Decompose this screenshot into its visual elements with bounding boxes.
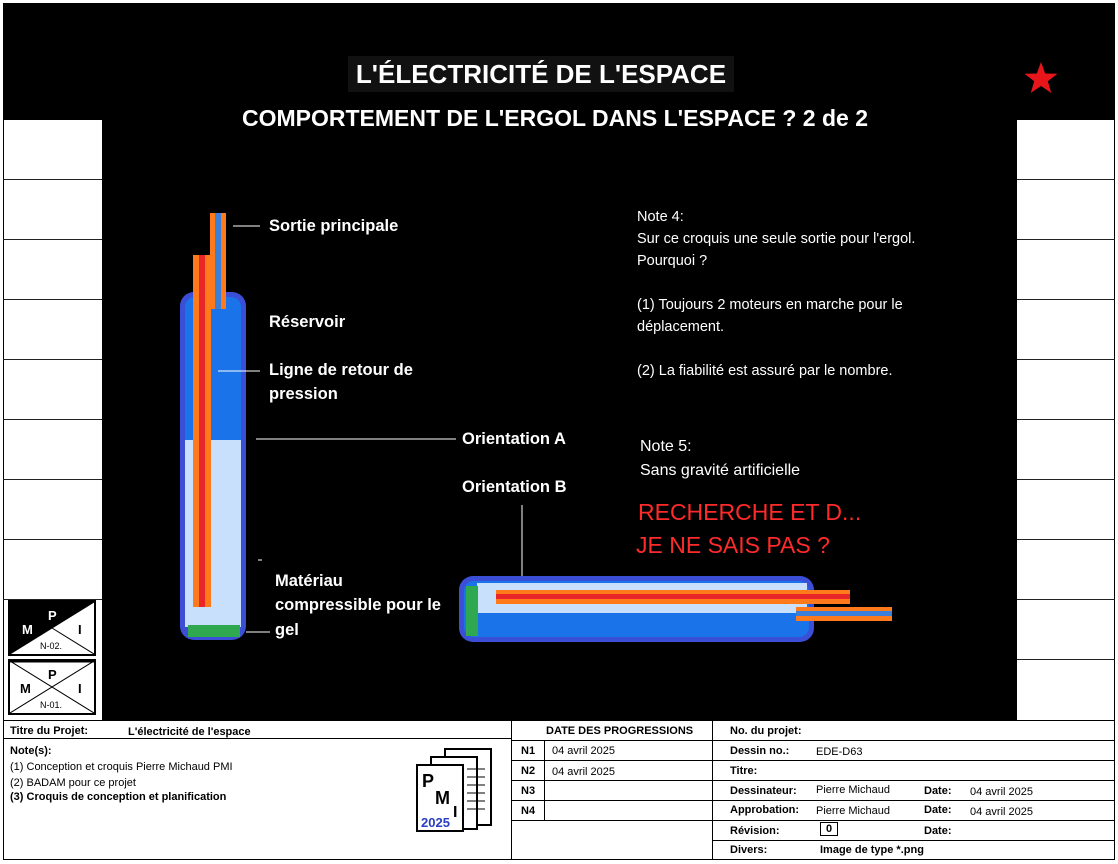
page-subtitle: COMPORTEMENT DE L'ERGOL DANS L'ESPACE ? 2 de 2: [241, 105, 869, 131]
drawing-no-label: Dessin no.:: [730, 745, 790, 757]
revision-value: 0: [820, 822, 838, 836]
divers-value: Image de type *.png: [820, 844, 924, 856]
notes-label: Note(s):: [10, 745, 52, 757]
progress-n2-label: N2: [521, 765, 536, 777]
outlet-tube: [210, 213, 226, 309]
revision-date-label: Date:: [924, 825, 952, 837]
mpi-badge-n01: M P I N-01.: [8, 659, 96, 715]
drawing-no-value: EDE-D63: [816, 746, 863, 758]
project-title-label: Titre du Projet:: [10, 725, 89, 737]
note4-line3: (1) Toujours 2 moteurs en marche pour le: [637, 297, 903, 313]
pmi-logo: P M I 2025: [415, 745, 495, 833]
tank-label: Réservoir: [269, 313, 346, 331]
note4-line4: déplacement.: [637, 319, 725, 335]
progress-header: DATE DES PROGRESSIONS: [546, 725, 694, 737]
material-label-1: Matériau: [275, 572, 343, 590]
titre-label: Titre:: [730, 765, 758, 777]
progress-n4-label: N4: [521, 805, 536, 817]
horizontal-outlet-tube: [796, 607, 892, 621]
approval-label: Approbation:: [730, 804, 800, 816]
page-title: L'ÉLECTRICITÉ DE L'ESPACE: [348, 56, 734, 92]
note5-title: Note 5:: [640, 438, 692, 455]
divers-label: Divers:: [730, 844, 768, 856]
project-title-value: L'électricité de l'espace: [128, 726, 251, 738]
vertical-tank: [180, 292, 246, 640]
approval-date-label: Date:: [924, 804, 952, 816]
progress-n1-date: 04 avril 2025: [552, 745, 615, 757]
drafter-value: Pierre Michaud: [816, 784, 890, 796]
drafter-label: Dessinateur:: [730, 785, 797, 797]
note4-line1: Sur ce croquis une seule sortie pour l'ergol.: [637, 231, 916, 247]
approval-date: 04 avril 2025: [970, 806, 1033, 818]
orientation-a-label: Orientation A: [462, 430, 566, 448]
return-line-label-1: Ligne de retour de: [269, 361, 413, 379]
horizontal-return-tube: [496, 590, 850, 604]
progress-n1-label: N1: [521, 745, 536, 757]
orientation-b-label: Orientation B: [462, 478, 567, 496]
mpi-badge-n02: M P I N-02.: [8, 600, 96, 656]
note4-line5: (2) La fiabilité est assuré par le nombre.: [637, 363, 893, 379]
tb-note-3: (3) Croquis de conception et planification: [10, 791, 227, 803]
note5-line1: Sans gravité artificielle: [640, 462, 801, 479]
drafter-date: 04 avril 2025: [970, 786, 1033, 798]
revision-label: Révision:: [730, 825, 780, 837]
return-line-tube: [193, 255, 211, 607]
approval-value: Pierre Michaud: [816, 805, 890, 817]
progress-n3-label: N3: [521, 785, 536, 797]
note4-title: Note 4:: [637, 209, 684, 225]
drafter-date-label: Date:: [924, 785, 952, 797]
research-warning-line2: JE NE SAIS PAS ?: [636, 532, 830, 558]
tb-note-1: (1) Conception et croquis Pierre Michaud PMI: [10, 761, 233, 773]
material-label-3: gel: [275, 621, 299, 639]
progress-n2-date: 04 avril 2025: [552, 766, 615, 778]
research-warning-line1: RECHERCHE ET D...: [638, 499, 862, 525]
tb-note-2: (2) BADAM pour ce projet: [10, 777, 136, 789]
material-label-2: compressible pour le: [275, 596, 441, 614]
project-no-label: No. du projet:: [730, 725, 802, 737]
return-line-label-2: pression: [269, 385, 338, 403]
outlet-label: Sortie principale: [269, 217, 399, 235]
note4-line2: Pourquoi ?: [637, 253, 708, 269]
horizontal-tank: [459, 576, 814, 642]
